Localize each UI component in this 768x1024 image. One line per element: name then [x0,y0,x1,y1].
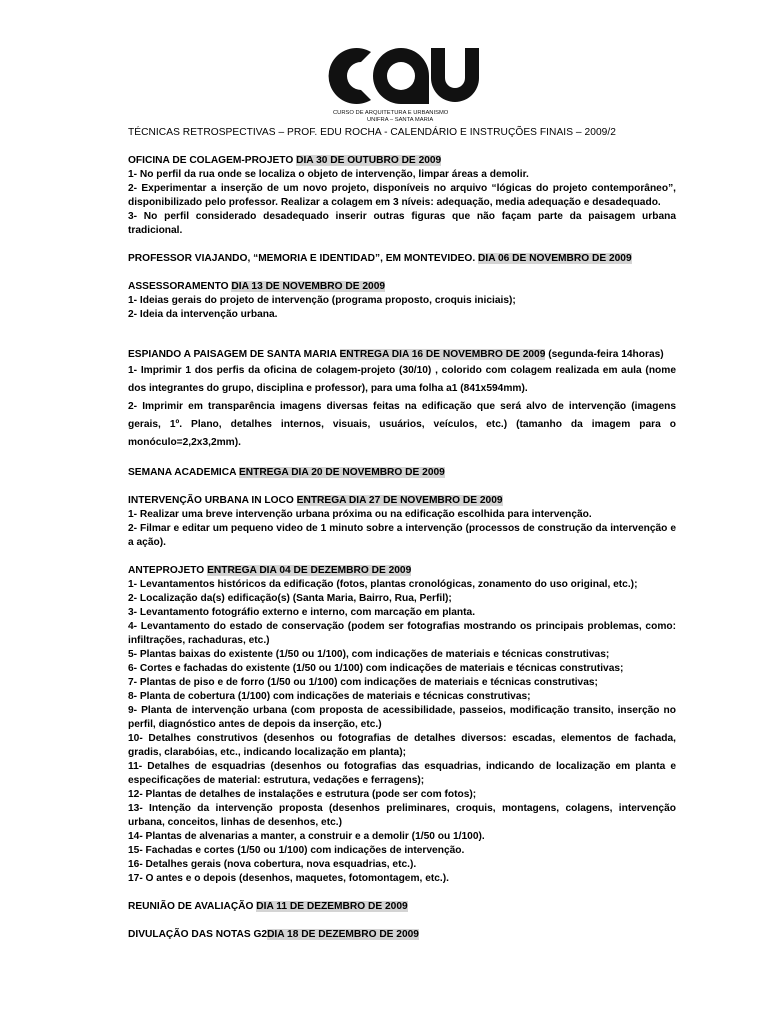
section-heading-line [128,900,676,914]
section-date-highlight: DIA 11 DE DEZEMBRO DE 2009 [256,901,408,912]
section-heading-line [128,348,676,362]
section-heading-line [128,280,676,294]
section-heading: INTERVENÇÃO URBANA IN LOCO [128,495,297,506]
section [128,252,676,266]
section-heading-line [128,564,676,578]
section-item: 3- No perfil considerado desadequado inserir outras figuras que não façam parte da paisagem urbana tradicional. [128,211,676,236]
section-heading: PROFESSOR VIAJANDO, “MEMORIA E IDENTIDAD”, EM MONTEVIDEO. [128,253,478,264]
section [128,928,676,942]
section-date-highlight: DIA 18 DE DEZEMBRO DE 2009 [267,929,419,940]
section [128,494,676,550]
section-item: 5- Plantas baixas do existente (1/50 ou 1/100), com indicações de materiais e técnicas construtivas; [128,649,610,660]
section-item: 1- No perfil da rua onde se localiza o objeto de intervenção, limpar áreas a demolir. [128,169,529,180]
section-item: 4- Levantamento do estado de conservação (podem ser fotografias mostrando os principais problemas, como: infiltrações, rachaduras, etc.) [128,621,676,646]
section-item: 1- Levantamentos históricos da edificação (fotos, plantas cronológicas, zonamento do uso original, etc.); [128,579,638,590]
section-item: 17- O antes e o depois (desenhos, maquetes, fotomontagem, etc.). [128,873,449,884]
section-item: 3- Levantamento fotográfio externo e interno, com marcação em planta. [128,607,476,618]
section-item: 13- Intenção da intervenção proposta (desenhos preliminares, croquis, montagens, colagens, intervenção urbana, conceitos, linhas de desenhos, etc.) [128,803,676,828]
section-item: 8- Planta de cobertura (1/100) com indicações de materiais e técnicas construtivas; [128,691,531,702]
section [128,564,676,886]
document-body [128,126,676,956]
section-item: 1- Realizar uma breve intervenção urbana próxima ou na edificação escolhida para intervenção. [128,509,592,520]
cau-logo [327,38,483,122]
section-heading-line [128,494,676,508]
section-heading: REUNIÃO DE AVALIAÇÃO [128,901,257,912]
logo-line-2: UNIFRA – SANTA MARIA [367,117,434,122]
section-item: 2- Filmar e editar um pequeno video de 1 minuto sobre a intervenção (processos de construção da intervenção e a ação). [128,523,676,548]
section [128,154,676,238]
section-date-highlight: ENTREGA DIA 20 DE NOVEMBRO DE 2009 [238,467,445,478]
section-item: 1- Ideias gerais do projeto de intervenção (programa proposto, croquis iniciais); [128,295,516,306]
section-heading: ASSESSORAMENTO [128,281,232,292]
section-item: 2- Experimentar a inserção de um novo projeto, disponíveis no arquivo “lógicas do projeto contemporâneo”, disponibilizado pelo professor. Realizar a colagem em 3 níveis: adequação, media adequação e desadequado. [128,183,676,208]
section-date-highlight: DIA 06 DE NOVEMBRO DE 2009 [478,253,632,264]
section-date-highlight: DIA 13 DE NOVEMBRO DE 2009 [231,281,386,292]
section-item: 10- Detalhes construtivos (desenhos ou fotografias de detalhes diversos: escadas, elementos de fachada, gradis, clarabóias, etc., indicando localização em planta); [128,733,676,758]
section-heading-line [128,154,676,168]
section-date-highlight: ENTREGA DIA 04 DE DEZEMBRO DE 2009 [207,565,412,576]
section-item: 15- Fachadas e cortes (1/50 ou 1/100) com indicações de intervenção. [128,845,465,856]
section [128,466,676,480]
section [128,348,676,452]
section-item: 16- Detalhes gerais (nova cobertura, nova esquadrias, etc.). [128,859,417,870]
sections-container [128,154,676,942]
section-date-highlight: DIA 30 DE OUTUBRO DE 2009 [296,155,442,166]
document-title: TÉCNICAS RETROSPECTIVAS – PROF. EDU ROCHA - CALENDÁRIO E INSTRUÇÕES FINAIS – 2009/2 [128,127,616,138]
section-item: 2- Imprimir em transparência imagens diversas feitas na edificação que será alvo de intervenção (imagens gerais, 1º. Plano, detalhes internos, visuais, usuários, veículos, etc.) (tamanho da imagem para o monóculo=2,2x3,2mm). [128,401,676,448]
section-heading: OFICINA DE COLAGEM-PROJETO [128,155,297,166]
section-item: 12- Plantas de detalhes de instalações e estrutura (pode ser com fotos); [128,789,477,800]
section-heading-suffix: (segunda-feira 14horas) [545,349,664,360]
section-heading: ANTEPROJETO [128,565,208,576]
section-item: 2- Ideia da intervenção urbana. [128,309,278,320]
section-item: 14- Plantas de alvenarias a manter, a construir e a demolir (1/50 ou 1/100). [128,831,485,842]
section-item: 9- Planta de intervenção urbana (com proposta de acessibilidade, passeios, modificação transito, inserção no perfil, diagnóstico antes de depois da inserção, etc.) [128,705,676,730]
section-date-highlight: ENTREGA DIA 16 DE NOVEMBRO DE 2009 [339,349,546,360]
cau-logo-mark [327,38,483,122]
section-date-highlight: ENTREGA DIA 27 DE NOVEMBRO DE 2009 [296,495,503,506]
section [128,900,676,914]
section-heading-line [128,928,676,942]
section-item: 7- Plantas de piso e de forro (1/50 ou 1/100) com indicações de materiais e técnicas construtivas; [128,677,598,688]
section [128,280,676,322]
section-heading-line [128,466,676,480]
section-heading: SEMANA ACADEMICA [128,467,239,478]
section-item: 11- Detalhes de esquadrias (desenhos ou fotografias das esquadrias, indicando de localização em planta e especificações de material: estrutura, vedações e ferragens); [128,761,676,786]
section-item: 2- Localização da(s) edificação(s) (Santa Maria, Bairro, Rua, Perfil); [128,593,452,604]
section-item: 6- Cortes e fachadas do existente (1/50 ou 1/100) com indicações de materiais e técnicas construtivas; [128,663,624,674]
section-heading: ESPIANDO A PAISAGEM DE SANTA MARIA [128,349,340,360]
section-heading-line [128,252,676,266]
section-item: 1- Imprimir 1 dos perfis da oficina de colagem-projeto (30/10) , colorido com colagem realizada em aula (nome dos integrantes do grupo, disciplina e professor), para uma folha a1 (841x594mm). [128,365,676,394]
section-heading: DIVULAÇÃO DAS NOTAS G2 [128,929,268,940]
logo-line-1: CURSO DE ARQUITETURA E URBANISMO [333,110,449,116]
